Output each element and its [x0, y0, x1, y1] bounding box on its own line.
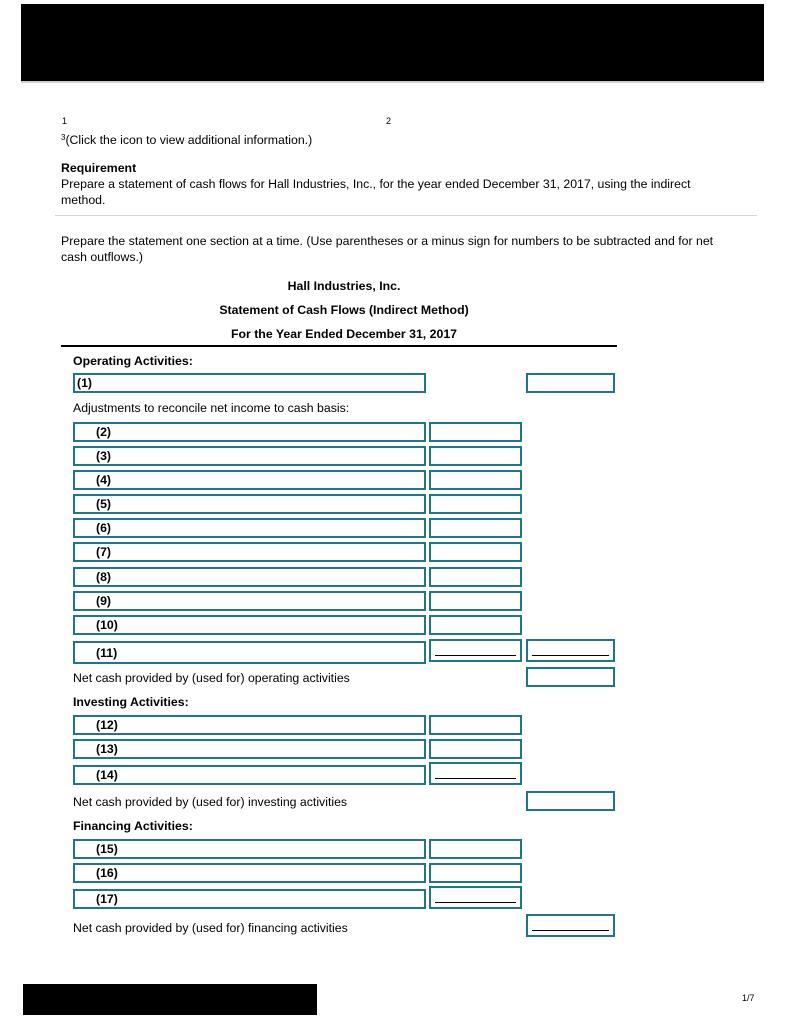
row-12-label-input[interactable]	[73, 715, 426, 735]
financing-total-label: Net cash provided by (used for) financing activities	[73, 921, 348, 935]
row-label: (6)	[96, 521, 112, 535]
investing-total-input[interactable]	[526, 791, 615, 811]
header-rule	[61, 345, 617, 347]
row-17-amount-input[interactable]	[429, 886, 522, 909]
row-6-amount-input[interactable]	[429, 518, 522, 538]
row-16-amount-input[interactable]	[429, 863, 522, 883]
row-label: (14)	[96, 768, 118, 782]
investing-heading: Investing Activities:	[73, 695, 189, 709]
row-8-amount-input[interactable]	[429, 567, 522, 587]
row-label: (2)	[96, 425, 112, 439]
row-label: (16)	[96, 866, 118, 880]
row-4-amount-input[interactable]	[429, 470, 522, 490]
row-15-amount-input[interactable]	[429, 839, 522, 859]
financing-heading: Financing Activities:	[73, 819, 193, 833]
row-17-label-input[interactable]	[73, 889, 426, 909]
row-15-label-input[interactable]	[73, 839, 426, 859]
operating-heading: Operating Activities:	[73, 354, 193, 368]
row-13-label-input[interactable]	[73, 739, 426, 759]
redacted-footer	[23, 984, 317, 1015]
row-9-amount-input[interactable]	[429, 591, 522, 611]
footnote-1[interactable]: 1	[62, 116, 68, 126]
row-2-amount-input[interactable]	[429, 422, 522, 442]
row-8-label-input[interactable]	[73, 567, 426, 587]
row-label: (15)	[96, 842, 118, 856]
requirement-heading: Requirement	[61, 161, 137, 175]
divider	[55, 215, 757, 216]
header-shadow	[21, 81, 764, 83]
requirement-line2: method.	[61, 193, 106, 207]
row-11-label-input[interactable]	[73, 641, 426, 664]
row-3-amount-input[interactable]	[429, 446, 522, 466]
redacted-header	[21, 4, 764, 81]
row-4-label-input[interactable]	[73, 470, 426, 490]
instructions-line1: Prepare the statement one section at a time. (Use parentheses or a minus sign for numbers to be subtracted and for net	[61, 234, 714, 248]
operating-total-input[interactable]	[526, 667, 615, 687]
statement-period: For the Year Ended December 31, 2017	[230, 327, 457, 341]
instructions-line2: cash outflows.)	[61, 250, 144, 264]
row-7-amount-input[interactable]	[429, 542, 522, 562]
financing-total-input[interactable]	[526, 914, 615, 937]
row-14-amount-input[interactable]	[429, 762, 522, 785]
adjustments-label: Adjustments to reconcile net income to cash basis:	[73, 401, 350, 415]
row-7-label-input[interactable]	[73, 542, 426, 562]
row-label: (8)	[96, 570, 112, 584]
row-11-amount-input[interactable]	[429, 639, 522, 662]
row-16-label-input[interactable]	[73, 863, 426, 883]
row-13-amount-input[interactable]	[429, 739, 522, 759]
row-label: (1)	[77, 376, 93, 390]
row-label: (9)	[96, 594, 112, 608]
row-label: (7)	[96, 545, 112, 559]
info-link[interactable]	[61, 132, 312, 148]
row-label: (10)	[96, 618, 118, 632]
row-12-amount-input[interactable]	[429, 715, 522, 735]
operating-subtotal-input[interactable]	[526, 639, 615, 662]
footnote-3-marker: 3	[61, 133, 66, 142]
operating-total-label: Net cash provided by (used for) operating activities	[73, 671, 350, 685]
row-9-label-input[interactable]	[73, 591, 426, 611]
row-label: (17)	[96, 892, 118, 906]
row-5-label-input[interactable]	[73, 494, 426, 514]
row-label: (13)	[96, 742, 118, 756]
row-label: (11)	[96, 646, 118, 660]
row-1-amount-input[interactable]	[526, 373, 615, 393]
page-number: 1/7	[742, 993, 755, 1003]
row-label: (12)	[96, 718, 118, 732]
row-1-label-input[interactable]	[73, 373, 426, 393]
investing-total-label: Net cash provided by (used for) investing activities	[73, 795, 348, 809]
row-6-label-input[interactable]	[73, 518, 426, 538]
requirement-line1: Prepare a statement of cash flows for Hall Industries, Inc., for the year ended December 31, 2017, using the indirect	[61, 177, 691, 191]
row-5-amount-input[interactable]	[429, 494, 522, 514]
statement-title: Statement of Cash Flows (Indirect Method)	[219, 303, 469, 317]
company-name: Hall Industries, Inc.	[287, 279, 401, 293]
info-link-text: (Click the icon to view additional information.)	[65, 133, 313, 147]
row-10-label-input[interactable]	[73, 615, 426, 635]
row-label: (3)	[96, 449, 112, 463]
footnote-2[interactable]: 2	[386, 116, 392, 126]
row-2-label-input[interactable]	[73, 422, 426, 442]
row-14-label-input[interactable]	[73, 765, 426, 785]
row-label: (4)	[96, 473, 112, 487]
row-3-label-input[interactable]	[73, 446, 426, 466]
row-label: (5)	[96, 497, 112, 511]
row-10-amount-input[interactable]	[429, 615, 522, 635]
